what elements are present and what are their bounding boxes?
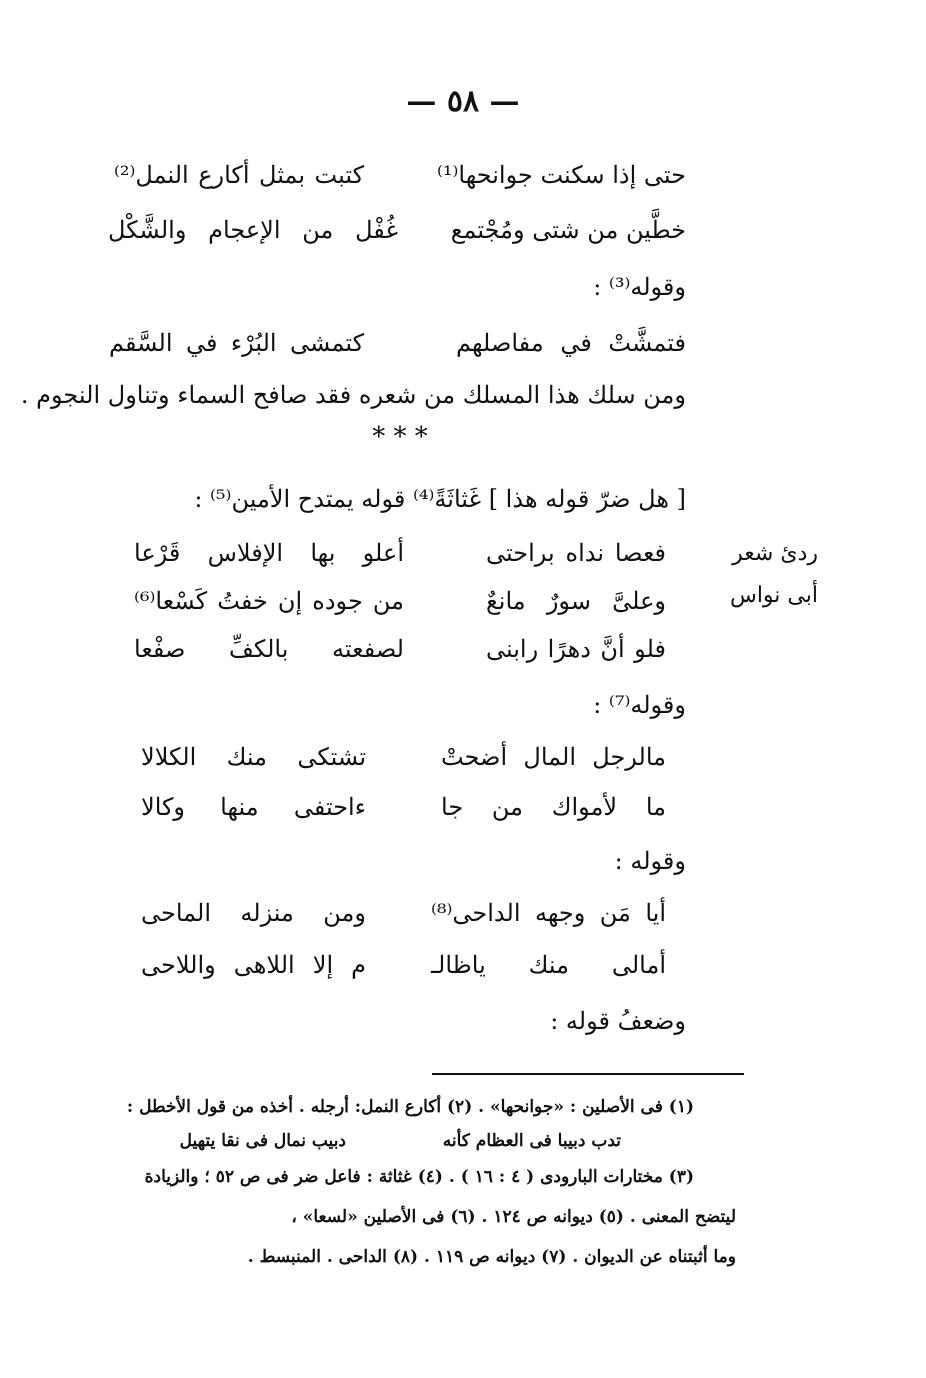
intro-line-16: وضعفُ قوله : (550, 1007, 686, 1035)
verse-7-first-hemistich: مالرجل المال أضحتْ (441, 743, 666, 771)
footnote-1: (١) فى الأصلين : «جوانحها» . (٢) أكارع النمل: أرجله . أخذه من قول الأخطل : (126, 1097, 694, 1117)
footnote-3: ليتضح المعنى . (٥) ديوانه ص ١٢٤ . (٦) فى الأصلين «لسعا» ، (291, 1207, 736, 1227)
page-number: — ٥٨ — (406, 84, 520, 119)
section-separator: * * * (372, 422, 428, 452)
verse-9-first-hemistich: أيا مَن وجهه الداحى⁽⁸⁾ (431, 899, 666, 927)
verse-8-first-hemistich: ما لأمواك من جا (441, 793, 666, 821)
footnote-verse-b: دبيب نمال فى نقا يتهيل (179, 1131, 346, 1151)
verse-6-first-hemistich: فلو أنَّ دهرًا رابنى (486, 635, 666, 663)
verse-8-second-hemistich: ءاحتفى منها وكالا (141, 793, 366, 821)
footnote-verse-a: تدب دبيبا فى العظام كأنه (442, 1131, 621, 1151)
prose-line: ومن سلك هذا المسلك من شعره فقد صافح السماء وتناول النجوم . (20, 381, 686, 409)
verse-1-first-hemistich: حتى إذا سكنت جوانحها⁽¹⁾ (436, 161, 686, 189)
intro-line-13: وقوله : (614, 847, 686, 875)
section-heading-line: [ هل ضرّ قوله هذا ] غَثاثَةً⁽⁴⁾ قوله يمتدح الأمين⁽⁵⁾ : (194, 485, 686, 513)
verse-10-first-hemistich: أمالى منك ياظالـ (431, 951, 666, 979)
intro-line-10: وقوله⁽⁷⁾ : (593, 691, 686, 719)
margin-note-line-2: أبى نواس (729, 583, 818, 608)
verse-10-second-hemistich: م إلا اللاهى واللاحى (141, 951, 366, 979)
verse-3-second-hemistich: كتمشى البُرْء في السَّقم (109, 329, 364, 357)
margin-note-line-1: ردئ شعر (732, 541, 818, 566)
verse-1-second-hemistich: كتبت بمثل أكارع النمل⁽²⁾ (114, 161, 364, 189)
verse-9-second-hemistich: ومن منزله الماحى (141, 899, 366, 927)
verse-6-second-hemistich: لصفعته بالكفِّ صفْعا (134, 635, 404, 663)
footnote-2: (٣) مختارات البارودى ( ٤ : ١٦ ) . (٤) غثاثة : فاعل ضر فى ص ٥٢ ؛ والزيادة (144, 1167, 694, 1187)
verse-5-second-hemistich: من جوده إن خفتُ كَسْعا⁽⁶⁾ (134, 587, 404, 615)
verse-7-second-hemistich: تشتكى منك الكلالا (141, 743, 366, 771)
intro-line-3: وقوله⁽³⁾ : (593, 273, 686, 301)
verse-4-first-hemistich: فعصا نداه براحتى (486, 539, 666, 567)
verse-3-first-hemistich: فتمشَّتْ في مفاصلهم (456, 329, 686, 357)
footnote-separator (432, 1073, 744, 1075)
verse-5-first-hemistich: وعلىَّ سورٌ مانعٌ (486, 587, 666, 615)
footnote-4: وما أثبتناه عن الديوان . (٧) ديوانه ص ١١٩ . (٨) الداحى . المنبسط . (247, 1247, 736, 1267)
verse-4-second-hemistich: أعلو بها الإفلاس قَرْعا (134, 539, 404, 567)
verse-2-second-hemistich: غُفْل من الإعجام والشَّكْل (108, 216, 398, 244)
verse-2-first-hemistich: خطَّين من شتى ومُجْتمع (450, 216, 686, 244)
